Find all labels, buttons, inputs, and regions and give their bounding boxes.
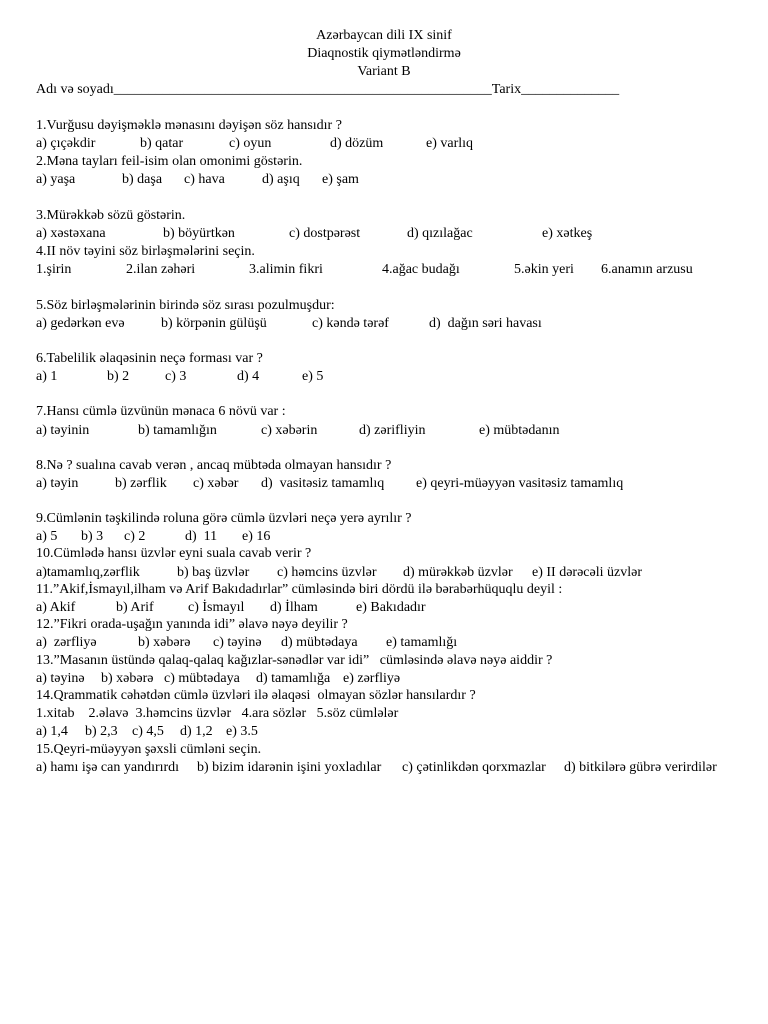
option: e) tamamlığı	[386, 635, 458, 650]
option: d) İlham	[270, 600, 318, 615]
document-title: Diaqnostik qiymətləndirmə	[307, 46, 461, 61]
option: b) Arif	[116, 600, 154, 615]
name-label: Adı və soyadı______________________________________________________	[36, 82, 492, 97]
option: e) mübtədanın	[479, 423, 560, 438]
option: a) Akif	[36, 600, 76, 615]
option: d) dağın səri havası	[429, 316, 542, 331]
option: b) daşa	[122, 172, 163, 187]
question-5: 5.Söz birləşmələrinin birində söz sırası pozulmuşdur:	[36, 298, 335, 313]
option: a) zərfliyə	[36, 635, 97, 650]
option: b) böyürtkən	[163, 226, 235, 241]
option: e) Bakıdadır	[356, 600, 426, 615]
question-6: 6.Tabelilik əlaqəsinin neçə forması var ?	[36, 351, 263, 366]
option: c) hava	[184, 172, 225, 187]
question-8: 8.Nə ? sualına cavab verən , ancaq mübtəda olmayan hansıdır ?	[36, 458, 392, 473]
option: e) zərfliyə	[343, 671, 401, 686]
option: a)tamamlıq,zərflik	[36, 565, 140, 580]
question-13: 13.”Masanın üstündə qalaq-qalaq kağızlar-sənədlər var idi” cümləsində əlavə nəyə aiddir ?	[36, 653, 553, 668]
question-1: 1.Vurğusu dəyişməklə mənasını dəyişən söz hansıdır ?	[36, 118, 342, 133]
option: c) kəndə tərəf	[312, 316, 389, 331]
option: b) bizim idarənin işini yoxladılar	[197, 760, 382, 775]
option: b) 2,3	[85, 724, 118, 739]
option: c) xəbərin	[261, 423, 318, 438]
option: c) çətinlikdən qorxmazlar	[402, 760, 546, 775]
option: c) 4,5	[132, 724, 164, 739]
variant-label: Variant B	[357, 64, 411, 79]
option: d) aşıq	[262, 172, 300, 187]
name-field	[36, 81, 619, 99]
option: a) hamı işə can yandırırdı	[36, 760, 180, 775]
option: b) 2	[107, 369, 130, 384]
subject-heading: Azərbaycan dili IX sinif	[316, 28, 452, 43]
option: a) 1,4	[36, 724, 68, 739]
option: d) vasitəsiz tamamlıq	[261, 476, 385, 491]
question-4: 4.II növ təyini söz birləşmələrini seçin.	[36, 244, 255, 259]
option: c) İsmayıl	[188, 600, 245, 615]
question-2: 2.Məna tayları feil-isim olan omonimi göstərin.	[36, 154, 303, 169]
option: a) 5	[36, 529, 58, 544]
option: d) mübtədaya	[281, 635, 358, 650]
option: 2.ilan zəhəri	[126, 262, 196, 277]
option: a) gedərkən evə	[36, 316, 125, 331]
option: 5.əkin yeri	[514, 262, 574, 277]
option: e) varlıq	[426, 136, 474, 151]
option: e) 5	[302, 369, 324, 384]
option: b) xəbərə	[138, 635, 191, 650]
option: a) təyin	[36, 476, 79, 491]
option: b) körpənin gülüşü	[161, 316, 267, 331]
question-10: 10.Cümlədə hansı üzvlər eyni suala cavab verir ?	[36, 546, 312, 561]
option: b) qatar	[140, 136, 184, 151]
option: c) mübtədaya	[164, 671, 240, 686]
option: c) təyinə	[213, 635, 262, 650]
option: c) həmcins üzvlər	[277, 565, 377, 580]
option: 3.alimin fikri	[249, 262, 323, 277]
option: d) bitkilərə gübrə verirdilər	[564, 760, 717, 775]
option: c) 3	[165, 369, 187, 384]
question-12: 12.”Fikri orada-uşağın yanında idi” əlavə nəyə deyilir ?	[36, 617, 348, 632]
option: d) dözüm	[330, 136, 384, 151]
option: 4.ağac budağı	[382, 262, 460, 277]
option: d) mürəkkəb üzvlər	[403, 565, 513, 580]
option: b) tamamlığın	[138, 423, 217, 438]
question-14-items: 1.xitab 2.əlavə 3.həmcins üzvlər 4.ara sözlər 5.söz cümlələr	[36, 706, 399, 721]
option: e) xətkeş	[542, 226, 593, 241]
option: c) dostpərəst	[289, 226, 361, 241]
option: a) yaşa	[36, 172, 76, 187]
option: 6.anamın arzusu	[601, 262, 693, 277]
question-3: 3.Mürəkkəb sözü göstərin.	[36, 208, 186, 223]
question-14: 14.Qrammatik cəhətdən cümlə üzvləri ilə əlaqəsi olmayan sözlər hansılardır ?	[36, 688, 476, 703]
option: a) təyinin	[36, 423, 90, 438]
option: e) şam	[322, 172, 359, 187]
date-label: Tarix______________	[491, 82, 620, 97]
option: b) 3	[81, 529, 104, 544]
option: e) 3.5	[226, 724, 258, 739]
question-15: 15.Qeyri-müəyyən şəxsli cümləni seçin.	[36, 742, 262, 757]
option: a) xəstəxana	[36, 226, 106, 241]
option: e) qeyri-müəyyən vasitəsiz tamamlıq	[416, 476, 624, 491]
option: d) tamamlığa	[256, 671, 331, 686]
option: d) 4	[237, 369, 260, 384]
option: b) baş üzvlər	[177, 565, 250, 580]
option: d) 1,2	[180, 724, 213, 739]
option: d) qızılağac	[407, 226, 473, 241]
option: d) 11	[185, 529, 218, 544]
option: a) çıçəkdir	[36, 136, 96, 151]
option: c) oyun	[229, 136, 272, 151]
option: b) zərflik	[115, 476, 167, 491]
option: b) xəbərə	[101, 671, 154, 686]
option: 1.şirin	[36, 262, 72, 277]
option: d) zərifliyin	[359, 423, 426, 438]
question-9: 9.Cümlənin təşkilində roluna görə cümlə üzvləri neçə yerə ayrılır ?	[36, 511, 412, 526]
question-11: 11.”Akif,İsmayıl,ilham və Arif Bakıdadırlar” cümləsində biri dördü ilə bərabərhüquqlu deyil :	[36, 582, 563, 597]
option: e) 16	[242, 529, 271, 544]
option: c) xəbər	[193, 476, 239, 491]
question-7: 7.Hansı cümlə üzvünün mənaca 6 növü var :	[36, 404, 286, 419]
option: a) təyinə	[36, 671, 85, 686]
option: e) II dərəcəli üzvlər	[532, 565, 642, 580]
option: c) 2	[124, 529, 146, 544]
option: a) 1	[36, 369, 58, 384]
